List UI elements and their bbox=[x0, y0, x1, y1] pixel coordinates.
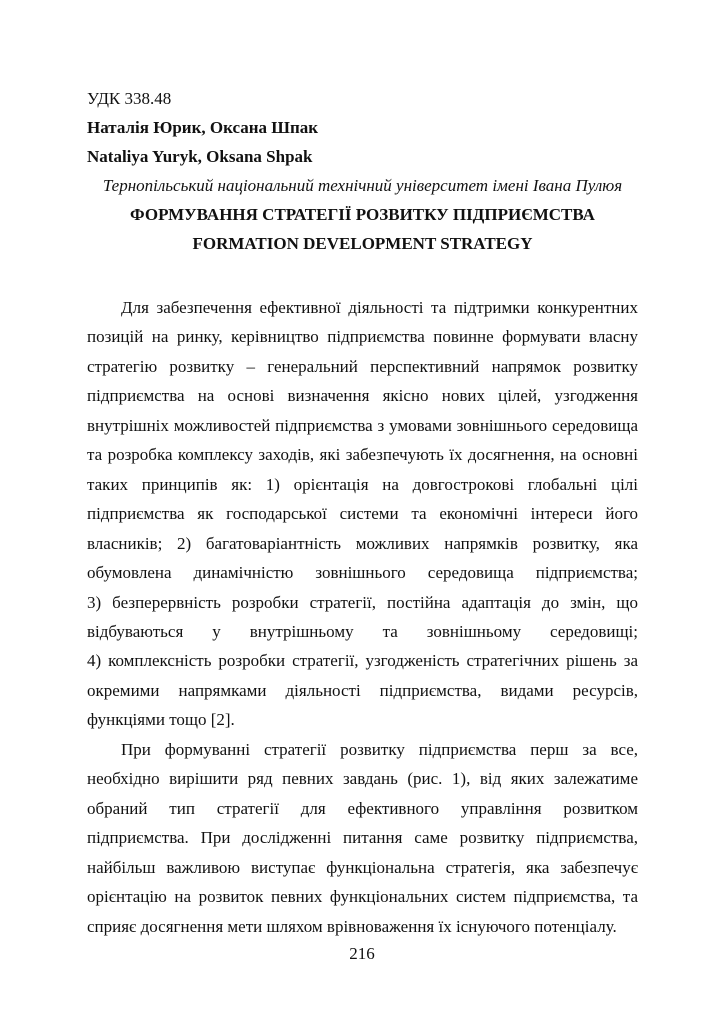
paragraph-line: таких принципів як: 1) орієнтація на довгострокові глобальні цілі bbox=[87, 474, 638, 494]
paragraph-line: обраний тип стратегії для ефективного управління розвитком bbox=[87, 798, 638, 818]
paragraph-2 bbox=[87, 735, 638, 941]
paragraph-line: сприяє досягнення мети шляхом врівноваження їх існуючого потенціалу. bbox=[87, 916, 617, 936]
page-number: 216 bbox=[349, 944, 375, 963]
paragraph-line: внутрішніх можливостей підприємства з умовами зовнішнього середовища bbox=[87, 415, 638, 435]
paragraph-1 bbox=[87, 293, 638, 735]
affiliation: Тернопільський національний технічний університет імені Івана Пулюя bbox=[102, 176, 623, 195]
paragraph-line: При формуванні стратегії розвитку підприємства перш за все, bbox=[121, 739, 638, 759]
title-ukrainian: ФОРМУВАННЯ СТРАТЕГІЇ РОЗВИТКУ ПІДПРИЄМСТВА bbox=[130, 205, 595, 224]
paragraph-line: необхідно вирішити ряд певних завдань (рис. 1), від яких залежатиме bbox=[87, 769, 638, 789]
authors-ukrainian: Наталія Юрик, Оксана Шпак bbox=[87, 118, 319, 137]
paragraph-line: 3) безперервність розробки стратегії, постійна адаптація до змін, що bbox=[87, 592, 638, 612]
paragraph-line: найбільш важливою виступає функціональна стратегія, яка забезпечує bbox=[87, 857, 638, 877]
paragraph-line: позицій на ринку, керівництво підприємства повинне формувати власну bbox=[87, 327, 638, 347]
authors-english: Nataliya Yuryk, Oksana Shpak bbox=[87, 147, 313, 166]
paragraph-line: Для забезпечення ефективної діяльності та підтримки конкурентних bbox=[121, 298, 638, 317]
paragraph-line: орієнтацію на розвиток певних функціональних систем підприємства, та bbox=[87, 887, 638, 907]
title-english: FORMATION DEVELOPMENT STRATEGY bbox=[192, 234, 533, 253]
paragraph-line: окремими напрямками діяльності підприємства, видами ресурсів, bbox=[87, 680, 638, 700]
udk-code: УДК 338.48 bbox=[87, 89, 172, 108]
paragraph-line: власників; 2) багатоваріантність можливих напрямків розвитку, яка bbox=[87, 533, 638, 553]
paragraph-line: 4) комплексність розробки стратегії, узгодженість стратегічних рішень за bbox=[87, 651, 638, 671]
paragraph-line: та розробка комплексу заходів, які забезпечують їх досягнення, на основні bbox=[87, 445, 638, 465]
article-body bbox=[87, 293, 638, 941]
paragraph-line: відбуваються у внутрішньому та зовнішньому середовищі; bbox=[87, 621, 638, 641]
paragraph-line: функціями тощо [2]. bbox=[87, 710, 235, 730]
paragraph-line: підприємства на основі визначення якісно нових цілей, узгодження bbox=[87, 386, 638, 406]
document-page bbox=[87, 84, 638, 941]
paragraph-line: стратегію розвитку – генеральний перспективний напрямок розвитку bbox=[87, 356, 638, 376]
paragraph-line: підприємства. При дослідженні питання саме розвитку підприємства, bbox=[87, 828, 638, 848]
paragraph-line: обумовлена динамічністю зовнішнього середовища підприємства; bbox=[87, 563, 638, 583]
paragraph-line: підприємства як господарської системи та економічні інтереси його bbox=[87, 504, 638, 524]
